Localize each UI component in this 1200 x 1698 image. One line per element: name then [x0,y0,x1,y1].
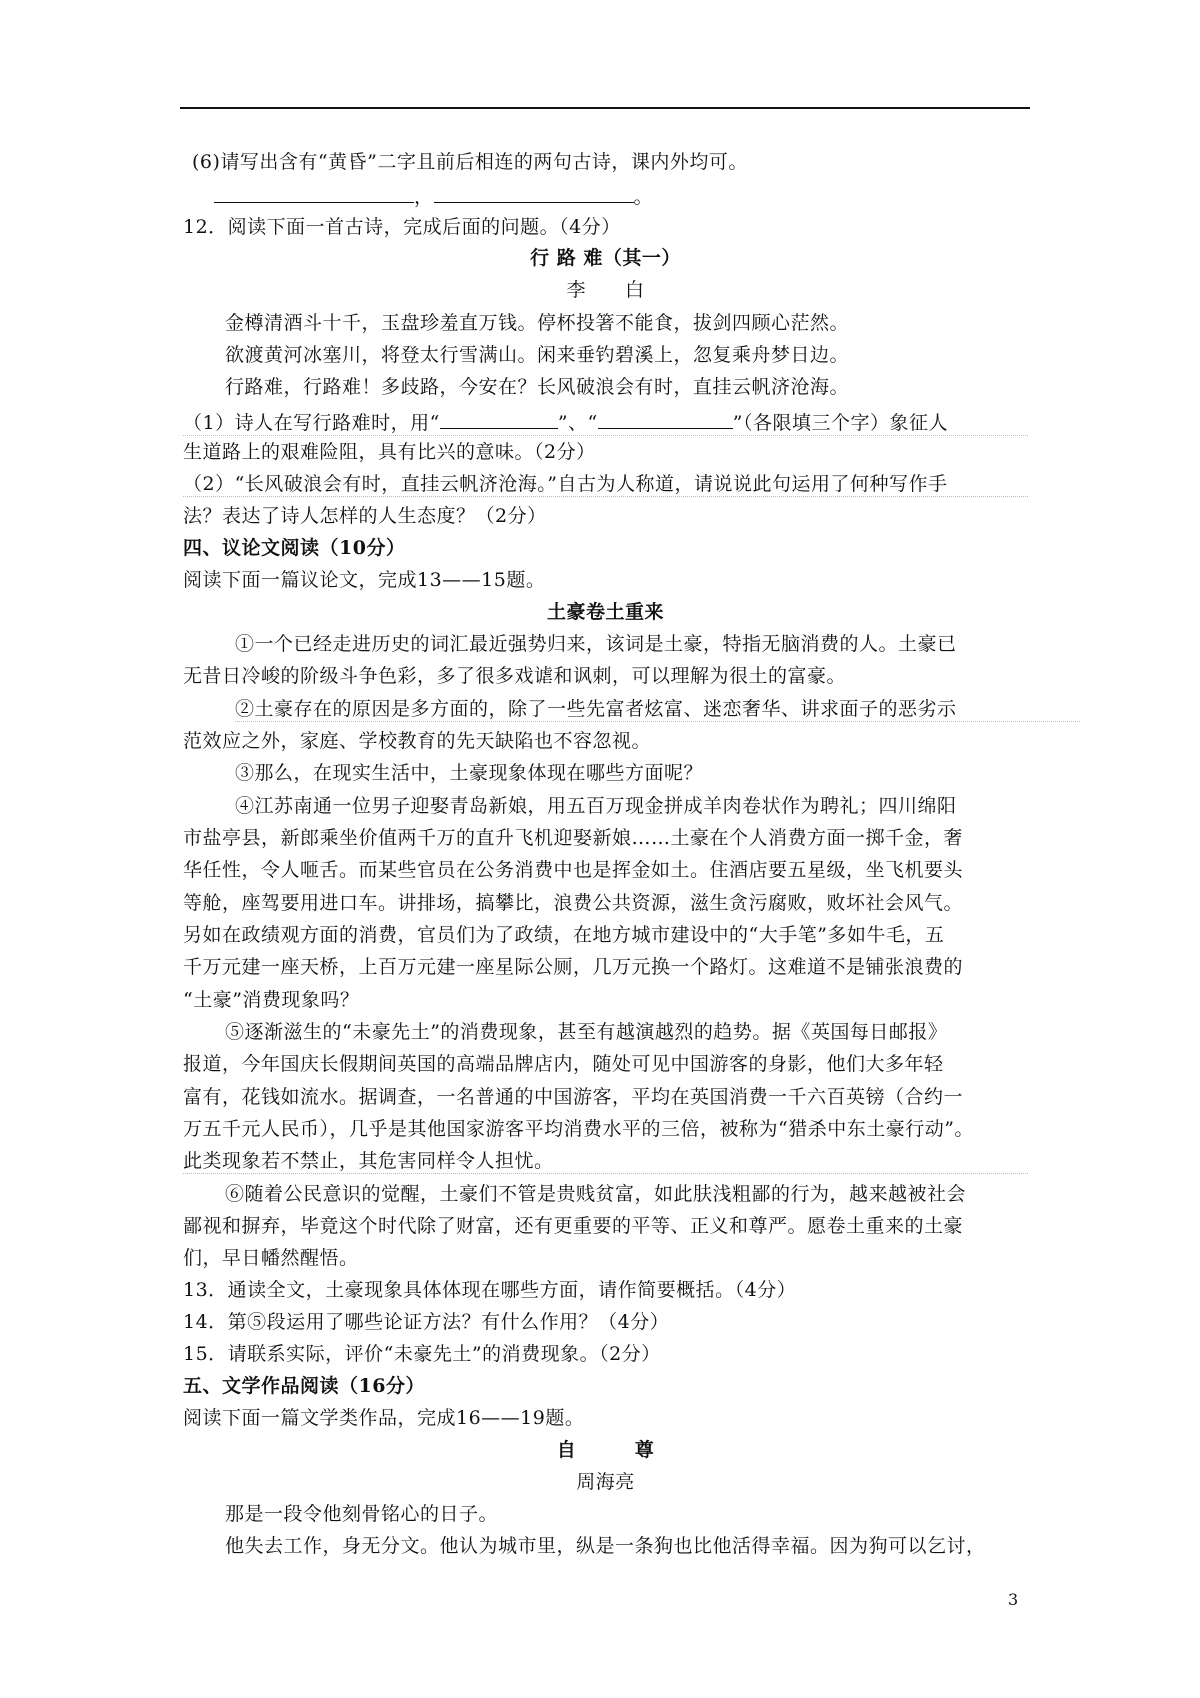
poem-line: 行路难，行路难！多歧路，今安在？长风破浪会有时，直挂云帆济沧海。 [225,376,850,398]
question-14: 14．第⑤段运用了哪些论证方法？有什么作用？（4分） [183,1311,670,1333]
question-12-2: （2）“长风破浪会有时，直挂云帆济沧海。”自古为人称道，请说说此句运用了何种写作手 [183,472,1028,497]
question-12-intro: 12．阅读下面一首古诗，完成后面的问题。（4分） [183,216,621,238]
essay-line: 华任性，令人咂舌。而某些官员在公务消费中也是挥金如土。住酒店要五星级，坐飞机要头 [183,859,964,881]
poem-line: 欲渡黄河冰塞川，将登太行雪满山。闲来垂钓碧溪上，忽复乘舟梦日边。 [225,344,850,366]
essay-line: ⑥随着公民意识的觉醒，土豪们不管是贵贱贫富，如此肤浅粗鄙的行为，越来越被社会 [225,1183,967,1205]
question-12-1 [183,408,1028,436]
essay-line: ③那么，在现实生活中，土豪现象体现在哪些方面呢？ [235,762,704,784]
essay-line: 富有，花钱如流水。据调查，一名普通的中国游客，平均在英国消费一千六百英镑（合约一 [183,1086,964,1108]
essay-line: ④江苏南通一位男子迎娶青岛新娘，用五百万现金拼成羊肉卷状作为聘礼；四川绵阳 [235,795,957,817]
essay-line: 另如在政绩观方面的消费，官员们为了政绩，在地方城市建设中的“大手笔”多如牛毛，五 [183,924,945,946]
story-author: 周海亮 [576,1471,635,1493]
essay-line: “土豪”消费现象吗？ [183,989,360,1011]
section-5-intro: 阅读下面一篇文学类作品，完成16——19题。 [183,1407,585,1429]
essay-line: 范效应之外，家庭、学校教育的先天缺陷也不容忽视。 [183,730,652,752]
story-line: 他失去工作，身无分文。他认为城市里，纵是一条狗也比他活得幸福。因为狗可以乞讨， [225,1535,986,1557]
question-12-1-text: ”、“ [557,412,598,434]
period: 。 [633,186,654,208]
section-5-heading: 五、文学作品阅读（16分） [183,1375,425,1397]
answer-blank[interactable] [434,182,634,203]
essay-line: 千万元建一座天桥，上百万元建一座星际公厕，几万元换一个路灯。这难道不是铺张浪费的 [183,956,964,978]
poem-line: 金樽清酒斗十千，玉盘珍羞直万钱。停杯投箸不能食，拔剑四顾心茫然。 [225,312,850,334]
essay-line: 们，早日幡然醒悟。 [183,1247,359,1269]
essay-line: 鄙视和摒弃，毕竟这个时代除了财富，还有更重要的平等、正义和尊严。愿卷土重来的土豪 [183,1215,964,1237]
question-12-2-cont: 法？表达了诗人怎样的人生态度？（2分） [183,505,547,527]
essay-line: 无昔日冷峻的阶级斗争色彩，多了很多戏谑和讽刺，可以理解为很土的富豪。 [183,665,847,687]
page-number: 3 [1008,1590,1019,1609]
answer-blank[interactable] [440,408,558,429]
story-line: 那是一段令他刻骨铭心的日子。 [225,1503,499,1525]
question-11-6-prompt: (6)请写出含有“黄昏”二字且前后相连的两句古诗，课内外均可。 [192,151,748,173]
essay-line: 等舱，座驾要用进口车。讲排场，搞攀比，浪费公共资源，滋生贪污腐败，败坏社会风气。 [183,892,964,914]
answer-blank[interactable] [214,182,414,203]
essay-line: 此类现象若不禁止，其危害同样令人担忧。 [183,1149,1028,1174]
essay-line: 市盐亭县，新郎乘坐价值两千万的直升飞机迎娶新娘……土豪在个人消费方面一掷千金，奢 [183,827,964,849]
section-4-intro: 阅读下面一篇议论文，完成13——15题。 [183,569,546,591]
essay-line: 万五千元人民币），几乎是其他国家游客平均消费水平的三倍，被称为“猎杀中东土豪行动”。 [183,1118,974,1140]
question-12-1-text: （1）诗人在写行路难时，用“ [183,412,440,434]
essay-line: ⑤逐渐滋生的“未豪先土”的消费现象，甚至有越演越烈的趋势。据《英国每日邮报》 [225,1021,948,1043]
question-13: 13．通读全文，土豪现象具体体现在哪些方面，请作简要概括。（4分） [183,1279,797,1301]
essay-line: ①一个已经走进历史的词汇最近强势归来，该词是土豪，特指无脑消费的人。土豪已 [235,633,957,655]
question-11-6-answer-line [214,182,1059,209]
story-title: 自 尊 [556,1439,655,1461]
comma: ， [414,186,434,208]
question-15: 15．请联系实际，评价“未豪先土”的消费现象。（2分） [183,1343,661,1365]
essay-line: 报道，今年国庆长假期间英国的高端品牌店内，随处可见中国游客的身影，他们大多年轻 [183,1053,944,1075]
essay-title: 土豪卷土重来 [546,601,664,623]
essay-line: ②土豪存在的原因是多方面的，除了一些先富者炫富、迷恋奢华、讲求面子的恶劣示 [235,697,1080,722]
poem-title: 行 路 难（其一） [530,247,681,269]
question-12-1-text: ”（各限填三个字）象征人 [732,412,948,434]
question-12-1-cont: 生道路上的艰难险阻，具有比兴的意味。（2分） [183,441,596,463]
section-4-heading: 四、议论文阅读（10分） [183,537,406,559]
answer-blank[interactable] [598,408,733,429]
poem-author: 李 白 [566,279,645,301]
header-rule [180,107,1030,109]
